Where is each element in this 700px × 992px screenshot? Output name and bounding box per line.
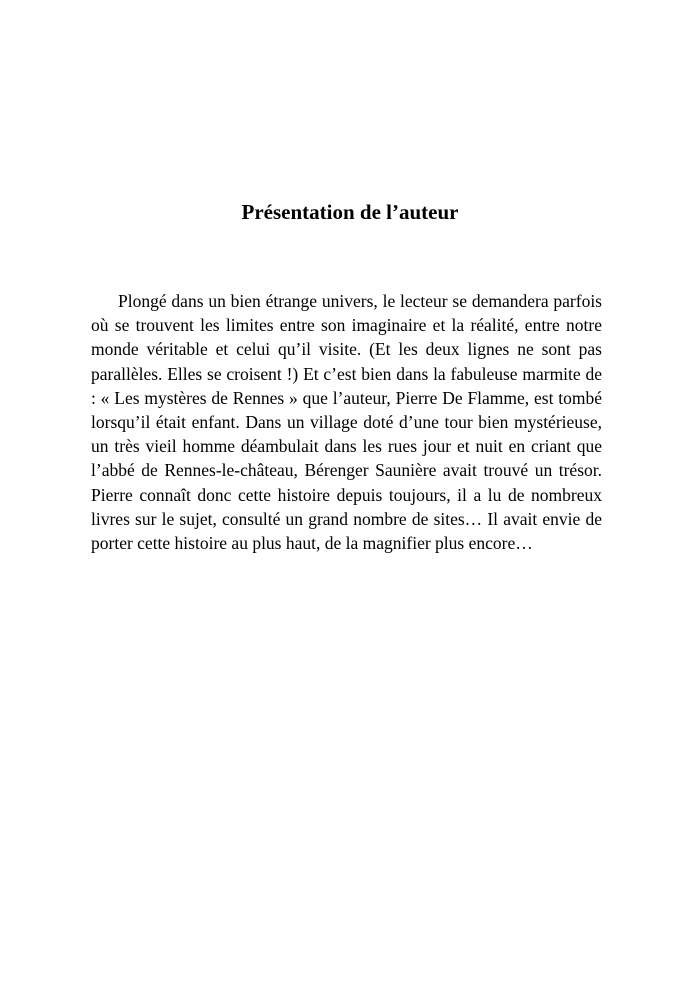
body-paragraph: Plongé dans un bien étrange univers, le lecteur se demandera parfois où se trouvent les limites entre son imaginaire et la réalité, entre notre monde véritable et celui qu’il visite. (Et les deux lignes ne sont pas parallèles. Elles se croisent !) Et c’est bien dans la fabuleuse marmite de : « Les mystères de Rennes » que l’auteur, Pierre De Flamme, est tombé lorsqu’il était enfant. Dans un village doté d’une tour bien mystérieuse, un très vieil homme déambulait dans les rues jour et nuit en criant que l’abbé de Rennes-le-château, Bérenger Saunière avait trouvé un trésor. Pierre connaît donc cette histoire depuis toujours, il a lu de nombreux livres sur le sujet, consulté un grand nombre de sites… Il avait envie de porter cette histoire au plus haut, de la magnifier plus encore…: [91, 291, 602, 554]
page-title: Présentation de l’auteur: [241, 200, 459, 224]
